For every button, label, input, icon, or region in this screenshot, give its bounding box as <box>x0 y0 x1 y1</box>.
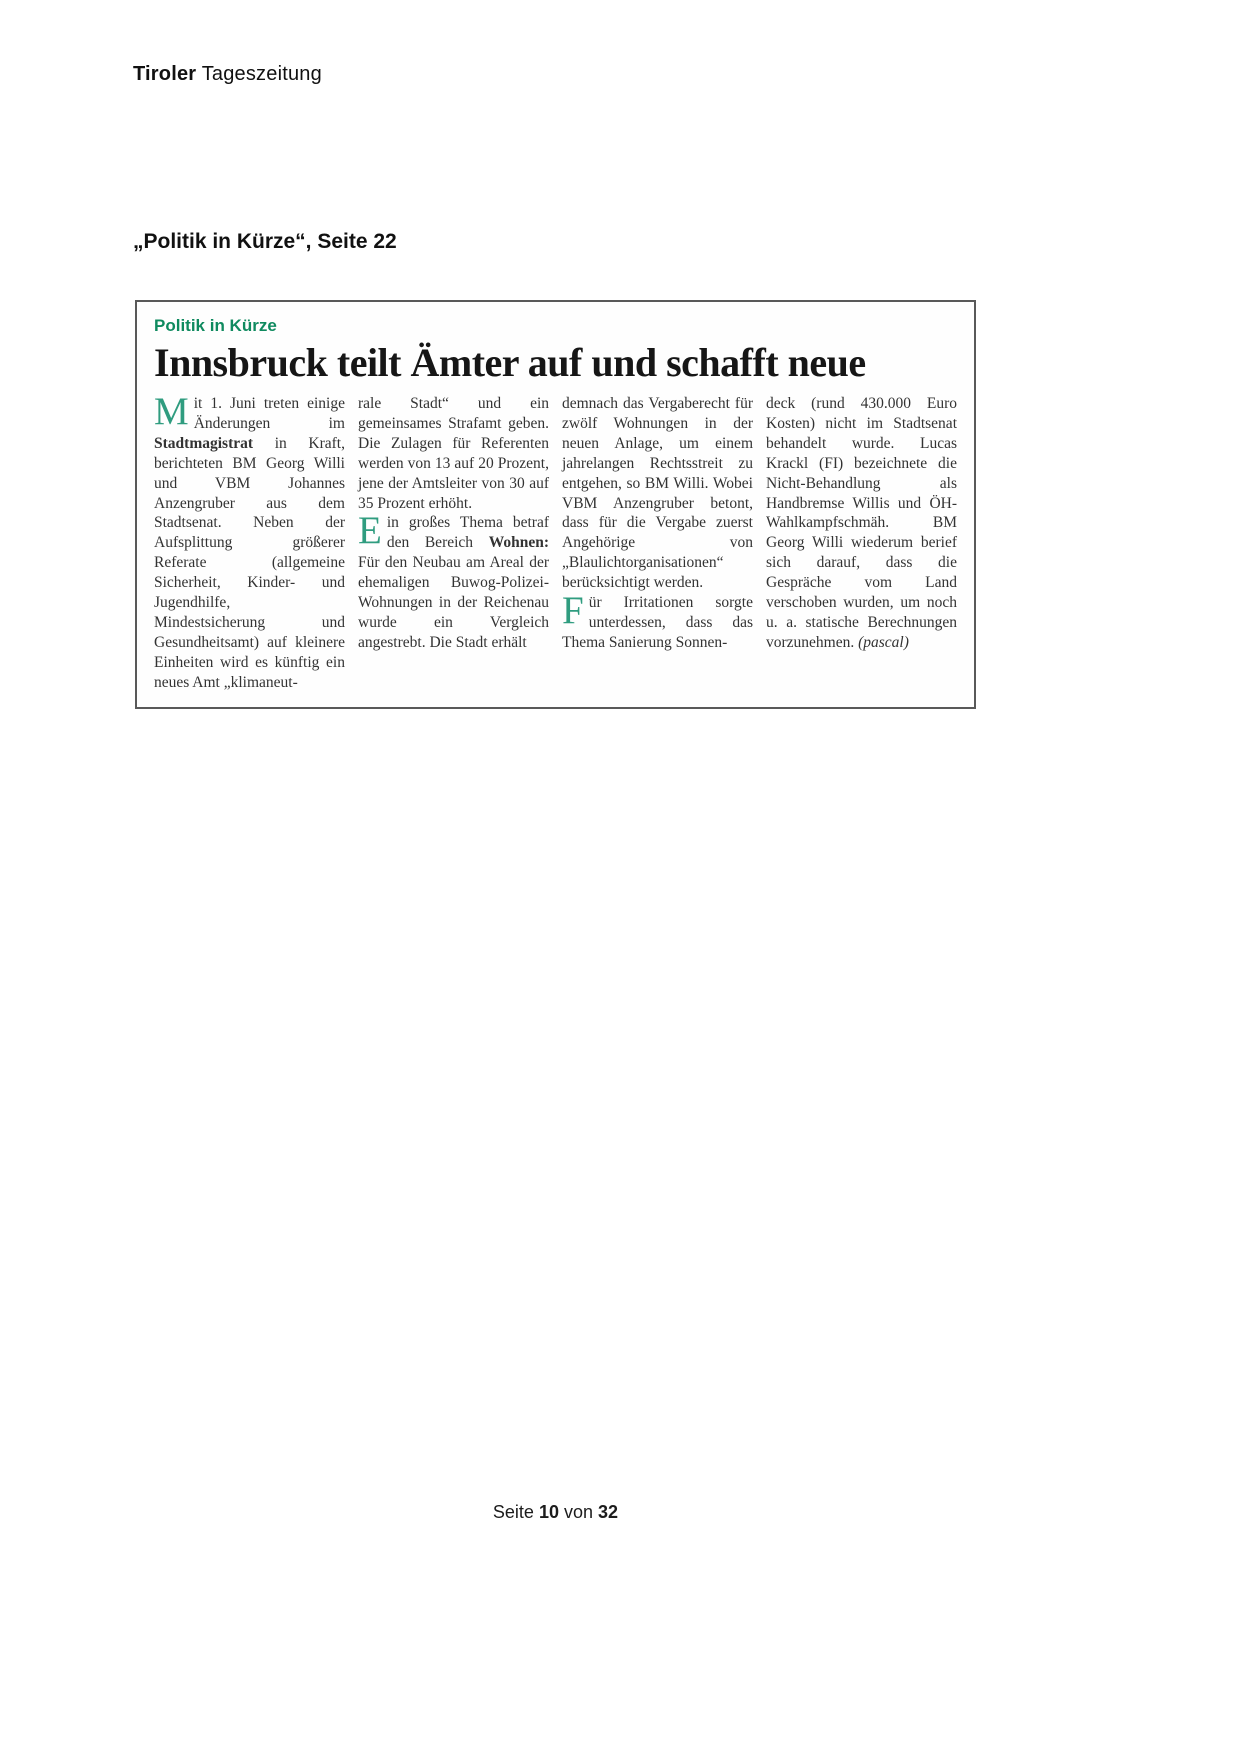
masthead-brand-bold: Tiroler <box>133 63 197 85</box>
text-segment: rale Stadt“ und ein gemeinsames Strafamt geben. Die Zulagen für Referenten werden von 13 auf 20 Prozent, jene der Amtsleiter von 30 auf 35 Prozent erhöht. <box>358 395 549 512</box>
article-paragraph <box>358 509 549 652</box>
drop-cap-letter: F <box>562 589 584 633</box>
text-segment: Für den Neubau am Areal der ehemaligen Buwog-Polizei-Wohnungen in der Reichenau wurde ein Vergleich angestrebt. Die Stadt erhält <box>358 554 549 651</box>
text-segment: demnach das Vergaberecht für zwölf Wohnungen in der neuen Anlage, um einem jahrelangen Rechtsstreit zu entgehen, so BM Willi. Wobei VBM Anzengruber betont, dass für die Vergabe zuerst Angehörige von „Blaulichtorganisationen“ berücksichtigt werden. <box>562 395 753 592</box>
footer-label-prefix: Seite <box>492 1502 534 1522</box>
footer-page-number: 10 <box>538 1502 559 1522</box>
text-segment: in Kraft, berichteten BM Georg Willi und VBM Johannes Anzengruber aus dem Stadtsenat. Neben der Aufsplittung größerer Referate (allgemeine Sicherheit, Kinder- und Jugendhilfe, Mindestsicherung und Gesundheitsamt) auf kleinere Einheiten wird es künftig ein neues Amt „klimaneut- <box>154 434 345 691</box>
article-paragraph <box>562 394 753 593</box>
article-paragraph <box>154 390 345 693</box>
page-footer <box>135 1502 976 1523</box>
article-paragraph <box>562 589 753 653</box>
article-paragraph <box>358 394 549 513</box>
article-column-4 <box>766 394 957 693</box>
footer-separator: von <box>564 1502 594 1522</box>
text-segment: it 1. Juni treten einige Änderungen im <box>193 395 345 432</box>
clip-reference-heading: „Politik in Kürze“, Seite 22 <box>133 230 397 253</box>
text-segment: (pascal) <box>858 633 909 651</box>
drop-cap-letter: E <box>358 509 382 553</box>
article-column-3 <box>562 394 753 693</box>
drop-cap-letter: M <box>154 390 189 433</box>
text-segment: ür Irritationen sorgte unterdessen, dass das Thema Sanierung Sonnen- <box>562 594 753 651</box>
text-segment: in großes Thema betraf den Bereich <box>386 514 549 552</box>
text-segment: deck (rund 430.000 Euro Kosten) nicht im Stadtsenat behandelt wurde. Lucas Krackl (FI) bezeichnete die Nicht-Behandlung als Handbremse Willis und ÖH-Wahlkampfschmäh. BM Georg Willi wiederum berief sich darauf, dass die Gespräche vom Land verschoben wurden, um noch u. a. statische Berechnungen vorzunehmen. <box>766 395 957 651</box>
article-kicker: Politik in Kürze <box>154 316 277 335</box>
article-column-1 <box>154 390 345 693</box>
text-segment: Wohnen: <box>488 534 549 552</box>
newspaper-masthead <box>133 63 322 86</box>
article-headline: Innsbruck teilt Ämter auf und schafft neue <box>154 340 866 385</box>
article-paragraph <box>766 394 957 653</box>
text-segment: Stadtmagistrat <box>154 434 254 452</box>
article-columns <box>154 390 957 693</box>
article-column-2 <box>358 394 549 693</box>
footer-total-pages: 32 <box>598 1502 619 1522</box>
article-clipping-box <box>135 300 976 709</box>
masthead-brand-regular: Tageszeitung <box>201 63 322 85</box>
